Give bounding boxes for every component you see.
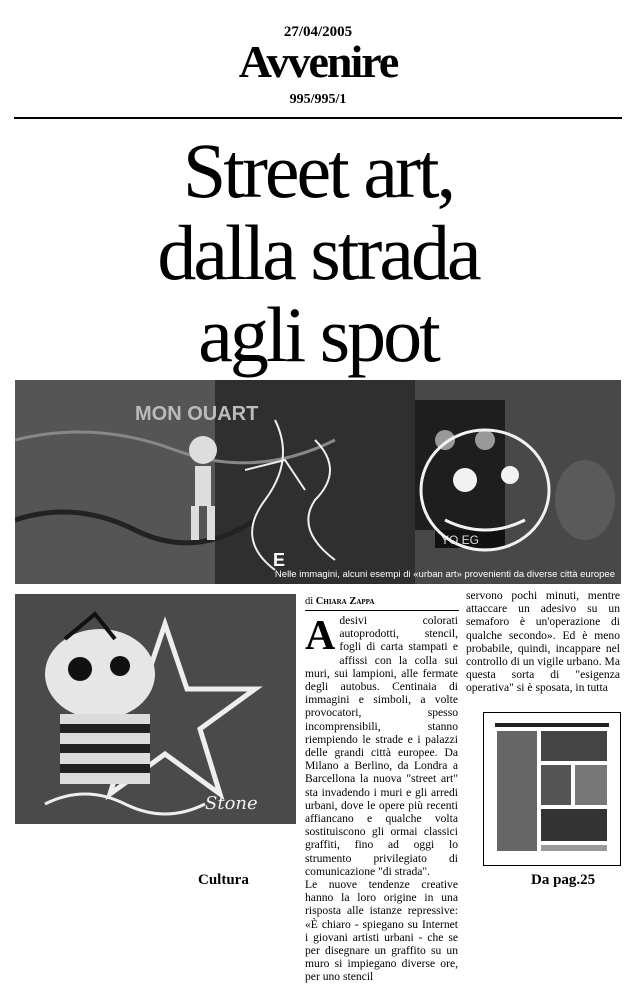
publication-date: 27/04/2005 bbox=[283, 24, 353, 40]
wall-text: MON OUART bbox=[135, 403, 259, 425]
document-code: 995/995/1 bbox=[289, 92, 347, 107]
drop-cap: A bbox=[305, 613, 336, 659]
sign-text: YO EG bbox=[441, 533, 480, 547]
byline-prefix: di bbox=[305, 596, 314, 607]
street-art-photo bbox=[15, 380, 621, 584]
article-paragraph-1: desivi colorati autoprodotti, stencil, fogli di carta stampati e affissi con la colla sui muri, sui lampioni, alle fermate degli autobus. Centinaia di immagini e simboli, a volte provocatori, spesso incomprensibili, stanno riempiendo le strade e i palazzi delle grandi città europee. Da Milano a Berlino, da Londra a Barcellona la nuova "street art" sta invadendo i muri e gli arredi urbani, dove le opere più recenti affiancano e qualche volta sostituiscono gli ormai classici graffiti, fino ad oggi lo strumento privilegiato di comunicazione "di strada". bbox=[305, 614, 458, 878]
article-column-1 bbox=[305, 614, 458, 984]
page-thumbnail bbox=[483, 712, 621, 866]
byline-rule bbox=[305, 610, 459, 611]
byline bbox=[305, 596, 375, 607]
headline-line-2: dalla strada bbox=[157, 209, 479, 296]
page-reference: Da pag.25 bbox=[531, 872, 596, 888]
article-column-2 bbox=[466, 589, 620, 695]
headline bbox=[60, 127, 576, 378]
masthead-rule bbox=[14, 117, 622, 119]
author-name: Chiara Zappa bbox=[315, 596, 375, 607]
article-paragraph-3: servono pochi minuti, mentre attaccare un adesivo su un semaforo è un'operazione di qualche secondo». Ed è meno probabile, quindi, incappare nel controllo di un vigile urbano. Ma questa sorta di "esigenza operativa" si è sposata, in tutta bbox=[466, 589, 620, 695]
headline-line-1: Street art, bbox=[182, 127, 454, 214]
graffiti-signature: Stone bbox=[205, 793, 258, 814]
street-art-illustration bbox=[15, 380, 621, 584]
photo-caption: Nelle immagini, alcuni esempi di «urban art» provenienti da diverse città europee bbox=[274, 569, 615, 580]
headline-line-3: agli spot bbox=[198, 291, 438, 378]
page-thumbnail-image bbox=[493, 721, 611, 855]
article-paragraph-2: Le nuove tendenze creative hanno la loro origine in una risposta alle istanze repressive: «È chiaro - spiegano su Internet i giovani artisti urbani - che se per disegnare un graffito su un muro si impiegano diverse ore, per uno stencil bbox=[305, 878, 458, 984]
newspaper-masthead: Avvenire bbox=[238, 36, 398, 87]
tag-text: E bbox=[273, 550, 286, 570]
cartoon-graffiti-illustration bbox=[15, 594, 296, 824]
section-label: Cultura bbox=[198, 872, 249, 888]
cartoon-graffiti-photo bbox=[15, 594, 296, 824]
